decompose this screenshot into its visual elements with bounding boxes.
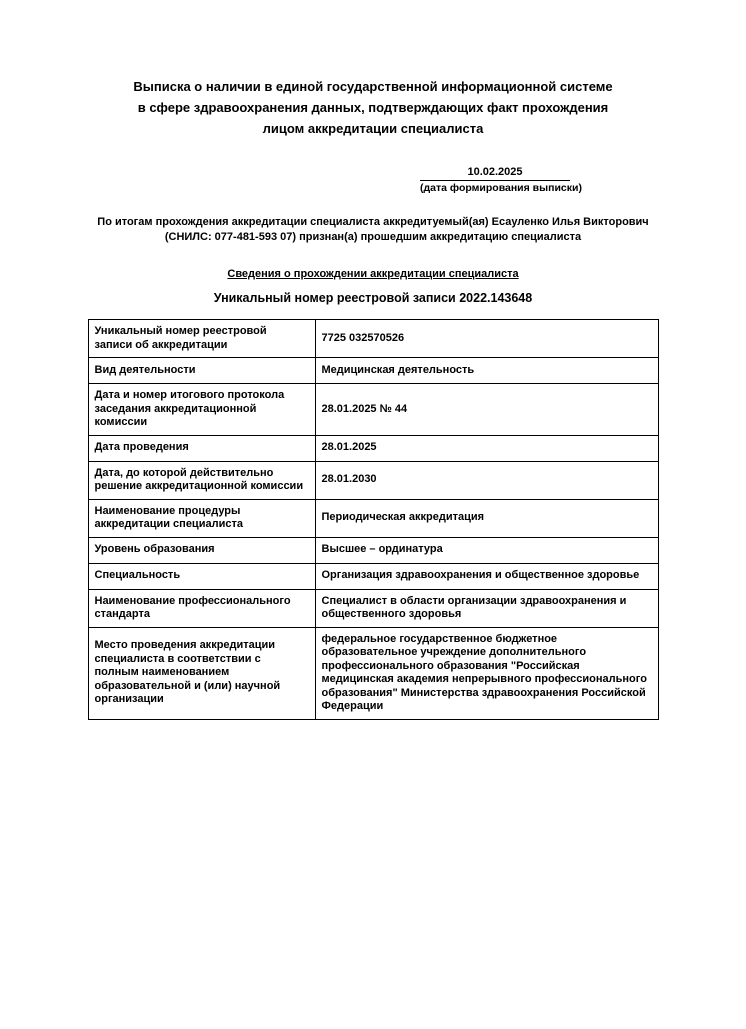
row-value: Организация здравоохранения и общественное здоровье: [315, 563, 658, 589]
table-row: [88, 589, 658, 627]
extract-date-block: [420, 165, 582, 195]
row-value: 7725 032570526: [315, 320, 658, 358]
table-row: [88, 627, 658, 719]
row-label: Дата и номер итогового протокола заседания аккредитационной комиссии: [88, 384, 315, 436]
row-label: Дата проведения: [88, 435, 315, 461]
row-label: Наименование профессионального стандарта: [88, 589, 315, 627]
section-heading: Сведения о прохождении аккредитации специалиста: [227, 268, 519, 280]
accreditation-result-paragraph: По итогам прохождения аккредитации специалиста аккредитуемый(ая) Есауленко Илья Викторович (СНИЛС: 077-481-593 07) признан(а) прошедшим аккредитацию специалиста: [97, 216, 649, 243]
table-row: [88, 435, 658, 461]
table-row: [88, 563, 658, 589]
extract-date-value: 10.02.2025: [420, 165, 570, 181]
row-label: Место проведения аккредитации специалиста в соответствии с полным наименованием образовательной и (или) научной организации: [88, 627, 315, 719]
row-label: Уровень образования: [88, 537, 315, 563]
document-title: Выписка о наличии в единой государственной информационной системе в сфере здравоохранения данных, подтверждающих факт прохождения лицом аккредитации специалиста: [133, 79, 613, 136]
row-value: Медицинская деятельность: [315, 358, 658, 384]
table-row: [88, 537, 658, 563]
row-value: федеральное государственное бюджетное образовательное учреждение дополнительного профессионального образования "Российская медицинская академия непрерывного профессионального образования" Министерства здравоохранения Российской Федерации: [315, 627, 658, 719]
extract-date-caption: (дата формирования выписки): [420, 182, 582, 194]
row-label: Дата, до которой действительно решение аккредитационной комиссии: [88, 461, 315, 499]
row-value: Высшее – ординатура: [315, 537, 658, 563]
row-label: Вид деятельности: [88, 358, 315, 384]
row-value: 28.01.2025 № 44: [315, 384, 658, 436]
table-row: [88, 461, 658, 499]
row-value: 28.01.2025: [315, 435, 658, 461]
table-row: [88, 384, 658, 436]
accreditation-details-table: [88, 319, 659, 720]
row-label: Уникальный номер реестровой записи об аккредитации: [88, 320, 315, 358]
row-label: Специальность: [88, 563, 315, 589]
table-row: [88, 499, 658, 537]
row-value: 28.01.2030: [315, 461, 658, 499]
row-value: Специалист в области организации здравоохранения и общественного здоровья: [315, 589, 658, 627]
table-row: [88, 358, 658, 384]
registry-number-heading: Уникальный номер реестровой записи 2022.143648: [213, 291, 533, 305]
row-label: Наименование процедуры аккредитации специалиста: [88, 499, 315, 537]
row-value: Периодическая аккредитация: [315, 499, 658, 537]
table-row: [88, 320, 658, 358]
